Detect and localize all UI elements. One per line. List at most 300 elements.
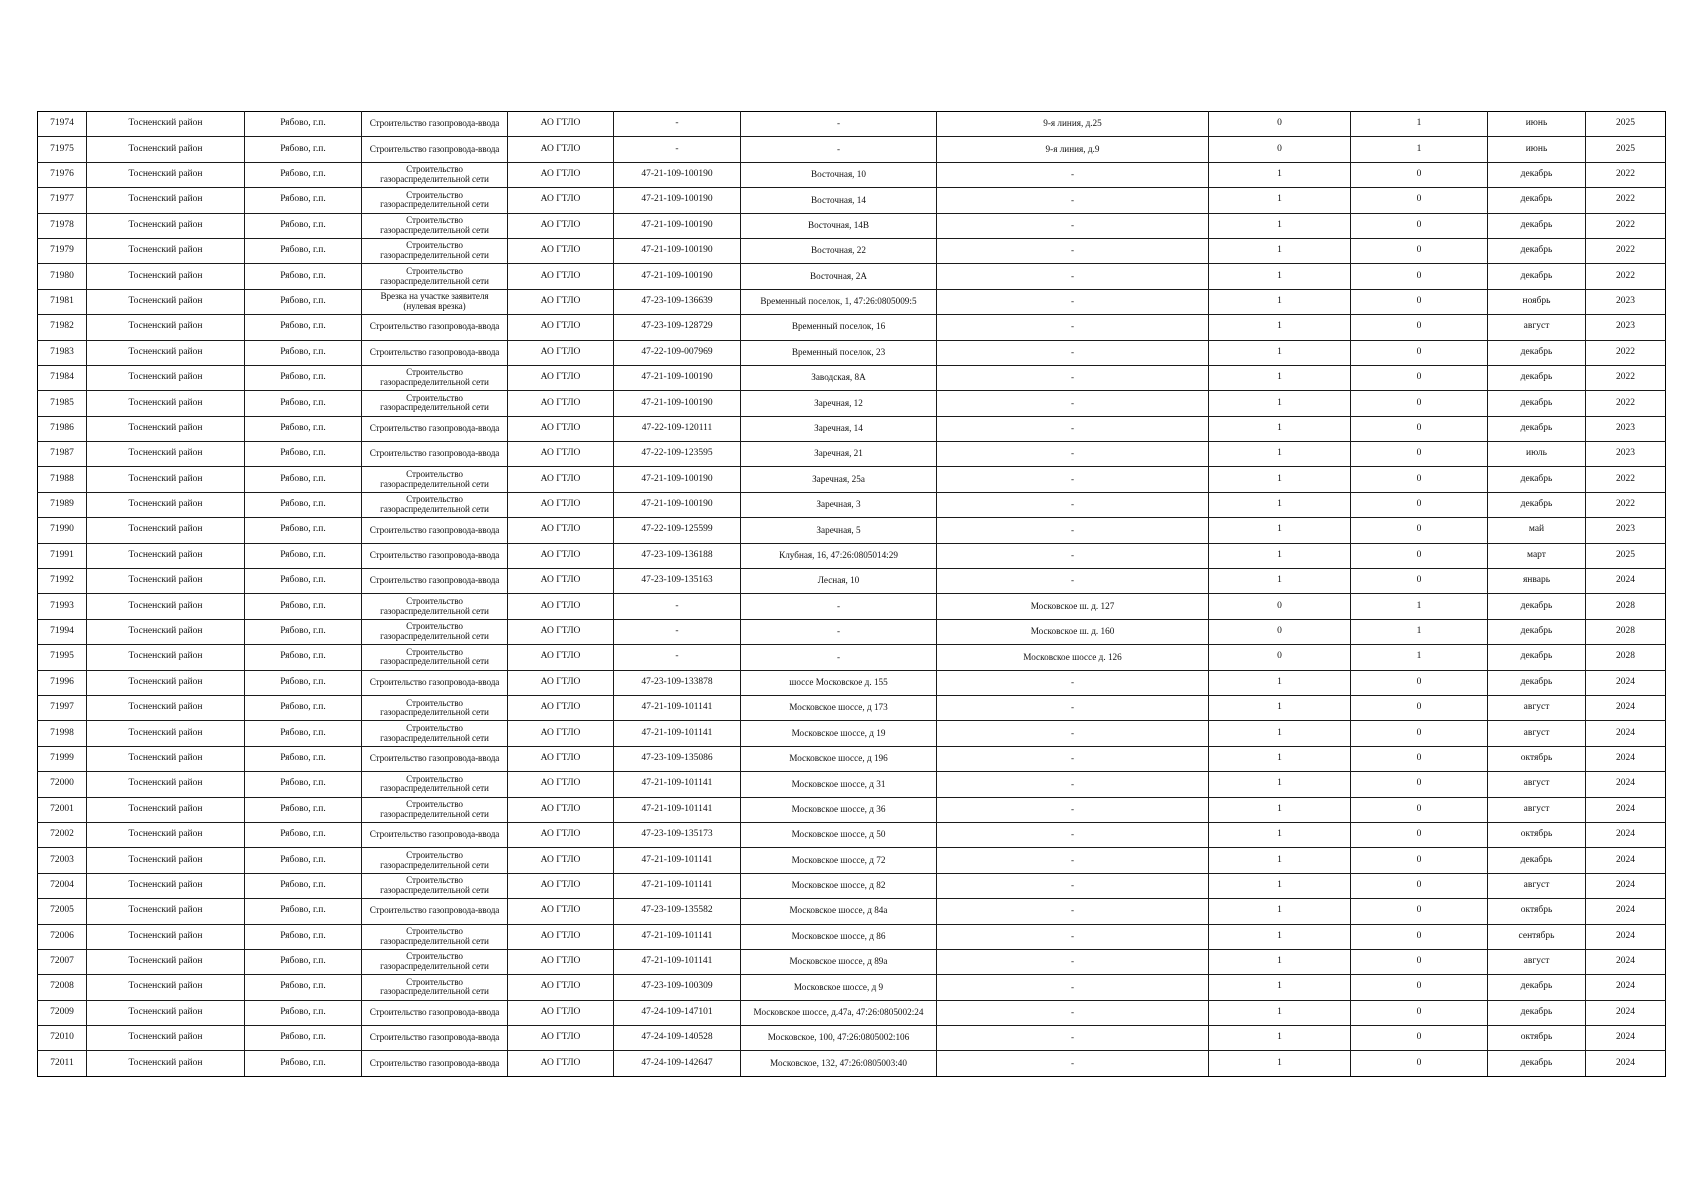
row-id-cell: 71976 bbox=[38, 162, 87, 187]
district-cell: Тосненский район bbox=[87, 162, 245, 187]
work-type-cell: Строительство газопровода-ввода bbox=[362, 899, 508, 924]
row-id-cell: 71979 bbox=[38, 238, 87, 263]
contract-number-cell: 47-21-109-101141 bbox=[614, 695, 741, 720]
work-type-cell: Строительство газораспределительной сети bbox=[362, 264, 508, 289]
indicator-1-cell: 1 bbox=[1209, 695, 1351, 720]
table-row bbox=[38, 213, 1666, 238]
input-address-cell: - bbox=[937, 492, 1209, 517]
indicator-1-cell: 1 bbox=[1209, 797, 1351, 822]
row-id-cell: 71982 bbox=[38, 315, 87, 340]
work-type-cell: Строительство газопровода-ввода bbox=[362, 518, 508, 543]
district-cell: Тосненский район bbox=[87, 112, 245, 137]
work-type-cell: Строительство газораспределительной сети bbox=[362, 188, 508, 213]
row-id-cell: 71983 bbox=[38, 340, 87, 365]
work-type-cell: Строительство газопровода-ввода bbox=[362, 416, 508, 441]
row-id-cell: 71989 bbox=[38, 492, 87, 517]
indicator-1-cell: 1 bbox=[1209, 1051, 1351, 1076]
table-row bbox=[38, 492, 1666, 517]
month-cell: август bbox=[1488, 772, 1586, 797]
district-cell: Тосненский район bbox=[87, 772, 245, 797]
contract-number-cell: - bbox=[614, 594, 741, 619]
row-id-cell: 71975 bbox=[38, 137, 87, 162]
year-cell: 2023 bbox=[1586, 442, 1666, 467]
indicator-1-cell: 1 bbox=[1209, 772, 1351, 797]
year-cell: 2025 bbox=[1586, 543, 1666, 568]
indicator-2-cell: 0 bbox=[1351, 467, 1488, 492]
input-address-cell: 9-я линия, д.25 bbox=[937, 112, 1209, 137]
month-cell: август bbox=[1488, 949, 1586, 974]
row-id-cell: 71996 bbox=[38, 670, 87, 695]
input-address-cell: - bbox=[937, 289, 1209, 314]
year-cell: 2022 bbox=[1586, 213, 1666, 238]
year-cell: 2024 bbox=[1586, 822, 1666, 847]
row-id-cell: 71999 bbox=[38, 746, 87, 771]
district-cell: Тосненский район bbox=[87, 518, 245, 543]
indicator-2-cell: 0 bbox=[1351, 822, 1488, 847]
month-cell: ноябрь bbox=[1488, 289, 1586, 314]
row-id-cell: 71991 bbox=[38, 543, 87, 568]
table-row bbox=[38, 721, 1666, 746]
contract-number-cell: 47-21-109-100190 bbox=[614, 188, 741, 213]
input-address-cell: Московское ш. д. 160 bbox=[937, 619, 1209, 644]
indicator-1-cell: 0 bbox=[1209, 112, 1351, 137]
address-cell: Заречная, 25а bbox=[741, 467, 937, 492]
work-type-cell: Строительство газопровода-ввода bbox=[362, 442, 508, 467]
indicator-1-cell: 1 bbox=[1209, 569, 1351, 594]
input-address-cell: - bbox=[937, 365, 1209, 390]
work-type-cell: Строительство газораспределительной сети bbox=[362, 467, 508, 492]
settlement-cell: Рябово, г.п. bbox=[245, 365, 362, 390]
month-cell: декабрь bbox=[1488, 213, 1586, 238]
table-row bbox=[38, 137, 1666, 162]
address-cell: Московское шоссе, д.47а, 47:26:0805002:24 bbox=[741, 1000, 937, 1025]
indicator-1-cell: 1 bbox=[1209, 365, 1351, 390]
organization-cell: АО ГТЛО bbox=[508, 1026, 614, 1051]
work-type-cell: Строительство газораспределительной сети bbox=[362, 391, 508, 416]
settlement-cell: Рябово, г.п. bbox=[245, 112, 362, 137]
contract-number-cell: 47-22-109-120111 bbox=[614, 416, 741, 441]
table-row bbox=[38, 238, 1666, 263]
table-row bbox=[38, 289, 1666, 314]
district-cell: Тосненский район bbox=[87, 1000, 245, 1025]
work-type-cell: Строительство газораспределительной сети bbox=[362, 619, 508, 644]
indicator-2-cell: 0 bbox=[1351, 442, 1488, 467]
year-cell: 2022 bbox=[1586, 264, 1666, 289]
organization-cell: АО ГТЛО bbox=[508, 695, 614, 720]
district-cell: Тосненский район bbox=[87, 797, 245, 822]
organization-cell: АО ГТЛО bbox=[508, 315, 614, 340]
address-cell: Временный поселок, 1, 47:26:0805009:5 bbox=[741, 289, 937, 314]
settlement-cell: Рябово, г.п. bbox=[245, 543, 362, 568]
indicator-2-cell: 0 bbox=[1351, 949, 1488, 974]
input-address-cell: - bbox=[937, 543, 1209, 568]
table-row bbox=[38, 543, 1666, 568]
settlement-cell: Рябово, г.п. bbox=[245, 848, 362, 873]
indicator-1-cell: 1 bbox=[1209, 442, 1351, 467]
indicator-2-cell: 0 bbox=[1351, 340, 1488, 365]
row-id-cell: 72008 bbox=[38, 975, 87, 1000]
settlement-cell: Рябово, г.п. bbox=[245, 467, 362, 492]
work-type-cell: Строительство газопровода-ввода bbox=[362, 670, 508, 695]
month-cell: октябрь bbox=[1488, 899, 1586, 924]
district-cell: Тосненский район bbox=[87, 391, 245, 416]
indicator-1-cell: 1 bbox=[1209, 1000, 1351, 1025]
indicator-1-cell: 1 bbox=[1209, 162, 1351, 187]
input-address-cell: 9-я линия, д.9 bbox=[937, 137, 1209, 162]
indicator-2-cell: 0 bbox=[1351, 1000, 1488, 1025]
settlement-cell: Рябово, г.п. bbox=[245, 391, 362, 416]
indicator-1-cell: 1 bbox=[1209, 416, 1351, 441]
address-cell: Восточная, 22 bbox=[741, 238, 937, 263]
contract-number-cell: - bbox=[614, 112, 741, 137]
year-cell: 2024 bbox=[1586, 746, 1666, 771]
table-row bbox=[38, 340, 1666, 365]
organization-cell: АО ГТЛО bbox=[508, 899, 614, 924]
settlement-cell: Рябово, г.п. bbox=[245, 949, 362, 974]
month-cell: декабрь bbox=[1488, 340, 1586, 365]
input-address-cell: - bbox=[937, 746, 1209, 771]
settlement-cell: Рябово, г.п. bbox=[245, 797, 362, 822]
district-cell: Тосненский район bbox=[87, 492, 245, 517]
month-cell: декабрь bbox=[1488, 619, 1586, 644]
input-address-cell: - bbox=[937, 264, 1209, 289]
gasification-registry-table bbox=[37, 111, 1666, 1077]
indicator-2-cell: 0 bbox=[1351, 391, 1488, 416]
organization-cell: АО ГТЛО bbox=[508, 822, 614, 847]
row-id-cell: 72001 bbox=[38, 797, 87, 822]
organization-cell: АО ГТЛО bbox=[508, 112, 614, 137]
contract-number-cell: 47-21-109-101141 bbox=[614, 848, 741, 873]
contract-number-cell: 47-21-109-101141 bbox=[614, 873, 741, 898]
contract-number-cell: 47-21-109-100190 bbox=[614, 264, 741, 289]
month-cell: июнь bbox=[1488, 137, 1586, 162]
address-cell: Заводская, 8А bbox=[741, 365, 937, 390]
year-cell: 2024 bbox=[1586, 899, 1666, 924]
contract-number-cell: 47-21-109-100190 bbox=[614, 162, 741, 187]
row-id-cell: 71994 bbox=[38, 619, 87, 644]
address-cell: Московское шоссе, д 36 bbox=[741, 797, 937, 822]
work-type-cell: Строительство газораспределительной сети bbox=[362, 949, 508, 974]
district-cell: Тосненский район bbox=[87, 899, 245, 924]
year-cell: 2024 bbox=[1586, 1051, 1666, 1076]
table-row bbox=[38, 416, 1666, 441]
row-id-cell: 71988 bbox=[38, 467, 87, 492]
district-cell: Тосненский район bbox=[87, 721, 245, 746]
input-address-cell: - bbox=[937, 238, 1209, 263]
work-type-cell: Строительство газопровода-ввода bbox=[362, 137, 508, 162]
district-cell: Тосненский район bbox=[87, 543, 245, 568]
work-type-cell: Строительство газопровода-ввода bbox=[362, 340, 508, 365]
table-row bbox=[38, 442, 1666, 467]
contract-number-cell: - bbox=[614, 137, 741, 162]
organization-cell: АО ГТЛО bbox=[508, 289, 614, 314]
address-cell: Московское шоссе, д 86 bbox=[741, 924, 937, 949]
district-cell: Тосненский район bbox=[87, 924, 245, 949]
contract-number-cell: 47-21-109-101141 bbox=[614, 772, 741, 797]
row-id-cell: 72007 bbox=[38, 949, 87, 974]
input-address-cell: - bbox=[937, 213, 1209, 238]
work-type-cell: Строительство газораспределительной сети bbox=[362, 365, 508, 390]
district-cell: Тосненский район bbox=[87, 1051, 245, 1076]
row-id-cell: 72009 bbox=[38, 1000, 87, 1025]
row-id-cell: 71984 bbox=[38, 365, 87, 390]
work-type-cell: Строительство газораспределительной сети bbox=[362, 975, 508, 1000]
month-cell: январь bbox=[1488, 569, 1586, 594]
district-cell: Тосненский район bbox=[87, 467, 245, 492]
district-cell: Тосненский район bbox=[87, 416, 245, 441]
indicator-2-cell: 0 bbox=[1351, 772, 1488, 797]
input-address-cell: - bbox=[937, 1051, 1209, 1076]
table-row bbox=[38, 822, 1666, 847]
indicator-1-cell: 1 bbox=[1209, 315, 1351, 340]
contract-number-cell: - bbox=[614, 645, 741, 670]
organization-cell: АО ГТЛО bbox=[508, 213, 614, 238]
year-cell: 2024 bbox=[1586, 873, 1666, 898]
year-cell: 2024 bbox=[1586, 848, 1666, 873]
month-cell: декабрь bbox=[1488, 975, 1586, 1000]
indicator-1-cell: 1 bbox=[1209, 848, 1351, 873]
organization-cell: АО ГТЛО bbox=[508, 848, 614, 873]
organization-cell: АО ГТЛО bbox=[508, 188, 614, 213]
settlement-cell: Рябово, г.п. bbox=[245, 442, 362, 467]
contract-number-cell: 47-23-109-135582 bbox=[614, 899, 741, 924]
input-address-cell: - bbox=[937, 1026, 1209, 1051]
year-cell: 2024 bbox=[1586, 975, 1666, 1000]
work-type-cell: Строительство газораспределительной сети bbox=[362, 594, 508, 619]
year-cell: 2022 bbox=[1586, 365, 1666, 390]
input-address-cell: - bbox=[937, 975, 1209, 1000]
month-cell: июль bbox=[1488, 442, 1586, 467]
indicator-1-cell: 1 bbox=[1209, 518, 1351, 543]
organization-cell: АО ГТЛО bbox=[508, 873, 614, 898]
input-address-cell: Московское ш. д. 127 bbox=[937, 594, 1209, 619]
work-type-cell: Строительство газораспределительной сети bbox=[362, 924, 508, 949]
organization-cell: АО ГТЛО bbox=[508, 518, 614, 543]
district-cell: Тосненский район bbox=[87, 873, 245, 898]
contract-number-cell: 47-21-109-101141 bbox=[614, 924, 741, 949]
contract-number-cell: 47-23-109-136639 bbox=[614, 289, 741, 314]
district-cell: Тосненский район bbox=[87, 619, 245, 644]
settlement-cell: Рябово, г.п. bbox=[245, 315, 362, 340]
month-cell: декабрь bbox=[1488, 1000, 1586, 1025]
settlement-cell: Рябово, г.п. bbox=[245, 594, 362, 619]
district-cell: Тосненский район bbox=[87, 340, 245, 365]
settlement-cell: Рябово, г.п. bbox=[245, 1051, 362, 1076]
table-row bbox=[38, 1051, 1666, 1076]
address-cell: Восточная, 14 bbox=[741, 188, 937, 213]
year-cell: 2022 bbox=[1586, 467, 1666, 492]
year-cell: 2024 bbox=[1586, 569, 1666, 594]
address-cell: Временный поселок, 16 bbox=[741, 315, 937, 340]
organization-cell: АО ГТЛО bbox=[508, 772, 614, 797]
indicator-2-cell: 0 bbox=[1351, 416, 1488, 441]
year-cell: 2025 bbox=[1586, 112, 1666, 137]
indicator-1-cell: 1 bbox=[1209, 213, 1351, 238]
contract-number-cell: 47-22-109-007969 bbox=[614, 340, 741, 365]
year-cell: 2024 bbox=[1586, 670, 1666, 695]
row-id-cell: 72011 bbox=[38, 1051, 87, 1076]
organization-cell: АО ГТЛО bbox=[508, 594, 614, 619]
year-cell: 2023 bbox=[1586, 289, 1666, 314]
month-cell: декабрь bbox=[1488, 264, 1586, 289]
year-cell: 2023 bbox=[1586, 315, 1666, 340]
address-cell: Московское шоссе, д 72 bbox=[741, 848, 937, 873]
indicator-1-cell: 1 bbox=[1209, 188, 1351, 213]
district-cell: Тосненский район bbox=[87, 137, 245, 162]
month-cell: сентябрь bbox=[1488, 924, 1586, 949]
table-row bbox=[38, 315, 1666, 340]
indicator-2-cell: 0 bbox=[1351, 264, 1488, 289]
indicator-2-cell: 0 bbox=[1351, 365, 1488, 390]
district-cell: Тосненский район bbox=[87, 264, 245, 289]
address-cell: Московское, 132, 47:26:0805003:40 bbox=[741, 1051, 937, 1076]
settlement-cell: Рябово, г.п. bbox=[245, 188, 362, 213]
indicator-2-cell: 0 bbox=[1351, 543, 1488, 568]
address-cell: Московское шоссе, д 50 bbox=[741, 822, 937, 847]
input-address-cell: - bbox=[937, 442, 1209, 467]
work-type-cell: Строительство газопровода-ввода bbox=[362, 1026, 508, 1051]
work-type-cell: Строительство газопровода-ввода bbox=[362, 1000, 508, 1025]
month-cell: декабрь bbox=[1488, 645, 1586, 670]
district-cell: Тосненский район bbox=[87, 569, 245, 594]
indicator-2-cell: 0 bbox=[1351, 492, 1488, 517]
organization-cell: АО ГТЛО bbox=[508, 569, 614, 594]
indicator-1-cell: 1 bbox=[1209, 289, 1351, 314]
address-cell: Восточная, 2А bbox=[741, 264, 937, 289]
indicator-1-cell: 1 bbox=[1209, 949, 1351, 974]
district-cell: Тосненский район bbox=[87, 746, 245, 771]
work-type-cell: Строительство газопровода-ввода bbox=[362, 746, 508, 771]
row-id-cell: 72002 bbox=[38, 822, 87, 847]
row-id-cell: 71993 bbox=[38, 594, 87, 619]
input-address-cell: - bbox=[937, 772, 1209, 797]
input-address-cell: - bbox=[937, 873, 1209, 898]
indicator-2-cell: 0 bbox=[1351, 873, 1488, 898]
month-cell: октябрь bbox=[1488, 1026, 1586, 1051]
work-type-cell: Строительство газопровода-ввода bbox=[362, 1051, 508, 1076]
row-id-cell: 71978 bbox=[38, 213, 87, 238]
indicator-1-cell: 0 bbox=[1209, 645, 1351, 670]
settlement-cell: Рябово, г.п. bbox=[245, 746, 362, 771]
year-cell: 2023 bbox=[1586, 518, 1666, 543]
month-cell: декабрь bbox=[1488, 492, 1586, 517]
table-row bbox=[38, 391, 1666, 416]
organization-cell: АО ГТЛО bbox=[508, 492, 614, 517]
table-row bbox=[38, 1026, 1666, 1051]
address-cell: - bbox=[741, 645, 937, 670]
indicator-2-cell: 0 bbox=[1351, 569, 1488, 594]
table-row bbox=[38, 899, 1666, 924]
work-type-cell: Строительство газораспределительной сети bbox=[362, 238, 508, 263]
address-cell: Лесная, 10 bbox=[741, 569, 937, 594]
district-cell: Тосненский район bbox=[87, 975, 245, 1000]
district-cell: Тосненский район bbox=[87, 365, 245, 390]
contract-number-cell: 47-21-109-100190 bbox=[614, 492, 741, 517]
row-id-cell: 71980 bbox=[38, 264, 87, 289]
district-cell: Тосненский район bbox=[87, 670, 245, 695]
indicator-1-cell: 1 bbox=[1209, 721, 1351, 746]
row-id-cell: 72004 bbox=[38, 873, 87, 898]
input-address-cell: - bbox=[937, 518, 1209, 543]
row-id-cell: 71992 bbox=[38, 569, 87, 594]
month-cell: октябрь bbox=[1488, 746, 1586, 771]
indicator-1-cell: 1 bbox=[1209, 543, 1351, 568]
indicator-1-cell: 1 bbox=[1209, 924, 1351, 949]
year-cell: 2028 bbox=[1586, 619, 1666, 644]
table-row bbox=[38, 264, 1666, 289]
indicator-1-cell: 1 bbox=[1209, 873, 1351, 898]
settlement-cell: Рябово, г.п. bbox=[245, 670, 362, 695]
organization-cell: АО ГТЛО bbox=[508, 365, 614, 390]
settlement-cell: Рябово, г.п. bbox=[245, 416, 362, 441]
indicator-2-cell: 1 bbox=[1351, 112, 1488, 137]
address-cell: Московское шоссе, д 196 bbox=[741, 746, 937, 771]
month-cell: август bbox=[1488, 721, 1586, 746]
indicator-2-cell: 0 bbox=[1351, 518, 1488, 543]
work-type-cell: Строительство газопровода-ввода bbox=[362, 822, 508, 847]
month-cell: май bbox=[1488, 518, 1586, 543]
address-cell: Московское шоссе, д 19 bbox=[741, 721, 937, 746]
address-cell: Заречная, 21 bbox=[741, 442, 937, 467]
settlement-cell: Рябово, г.п. bbox=[245, 162, 362, 187]
input-address-cell: - bbox=[937, 467, 1209, 492]
row-id-cell: 72006 bbox=[38, 924, 87, 949]
row-id-cell: 71977 bbox=[38, 188, 87, 213]
input-address-cell: - bbox=[937, 822, 1209, 847]
work-type-cell: Врезка на участке заявителя (нулевая врезка) bbox=[362, 289, 508, 314]
settlement-cell: Рябово, г.п. bbox=[245, 772, 362, 797]
month-cell: июнь bbox=[1488, 112, 1586, 137]
indicator-2-cell: 1 bbox=[1351, 137, 1488, 162]
work-type-cell: Строительство газораспределительной сети bbox=[362, 492, 508, 517]
address-cell: Восточная, 10 bbox=[741, 162, 937, 187]
organization-cell: АО ГТЛО bbox=[508, 416, 614, 441]
organization-cell: АО ГТЛО bbox=[508, 619, 614, 644]
table-row bbox=[38, 695, 1666, 720]
table-row bbox=[38, 467, 1666, 492]
address-cell: Заречная, 14 bbox=[741, 416, 937, 441]
indicator-2-cell: 0 bbox=[1351, 975, 1488, 1000]
organization-cell: АО ГТЛО bbox=[508, 1000, 614, 1025]
table-row bbox=[38, 365, 1666, 390]
address-cell: Заречная, 5 bbox=[741, 518, 937, 543]
indicator-2-cell: 1 bbox=[1351, 594, 1488, 619]
indicator-1-cell: 1 bbox=[1209, 899, 1351, 924]
settlement-cell: Рябово, г.п. bbox=[245, 1026, 362, 1051]
indicator-2-cell: 0 bbox=[1351, 1026, 1488, 1051]
contract-number-cell: 47-21-109-100190 bbox=[614, 238, 741, 263]
year-cell: 2024 bbox=[1586, 1026, 1666, 1051]
row-id-cell: 71987 bbox=[38, 442, 87, 467]
settlement-cell: Рябово, г.п. bbox=[245, 492, 362, 517]
input-address-cell: - bbox=[937, 695, 1209, 720]
work-type-cell: Строительство газопровода-ввода bbox=[362, 315, 508, 340]
district-cell: Тосненский район bbox=[87, 822, 245, 847]
indicator-2-cell: 0 bbox=[1351, 162, 1488, 187]
settlement-cell: Рябово, г.п. bbox=[245, 899, 362, 924]
settlement-cell: Рябово, г.п. bbox=[245, 721, 362, 746]
address-cell: Московское шоссе, д 84а bbox=[741, 899, 937, 924]
input-address-cell: - bbox=[937, 848, 1209, 873]
row-id-cell: 71990 bbox=[38, 518, 87, 543]
address-cell: - bbox=[741, 594, 937, 619]
organization-cell: АО ГТЛО bbox=[508, 162, 614, 187]
address-cell: Московское, 100, 47:26:0805002:106 bbox=[741, 1026, 937, 1051]
year-cell: 2022 bbox=[1586, 391, 1666, 416]
month-cell: декабрь bbox=[1488, 162, 1586, 187]
contract-number-cell: 47-24-109-147101 bbox=[614, 1000, 741, 1025]
table-row bbox=[38, 975, 1666, 1000]
